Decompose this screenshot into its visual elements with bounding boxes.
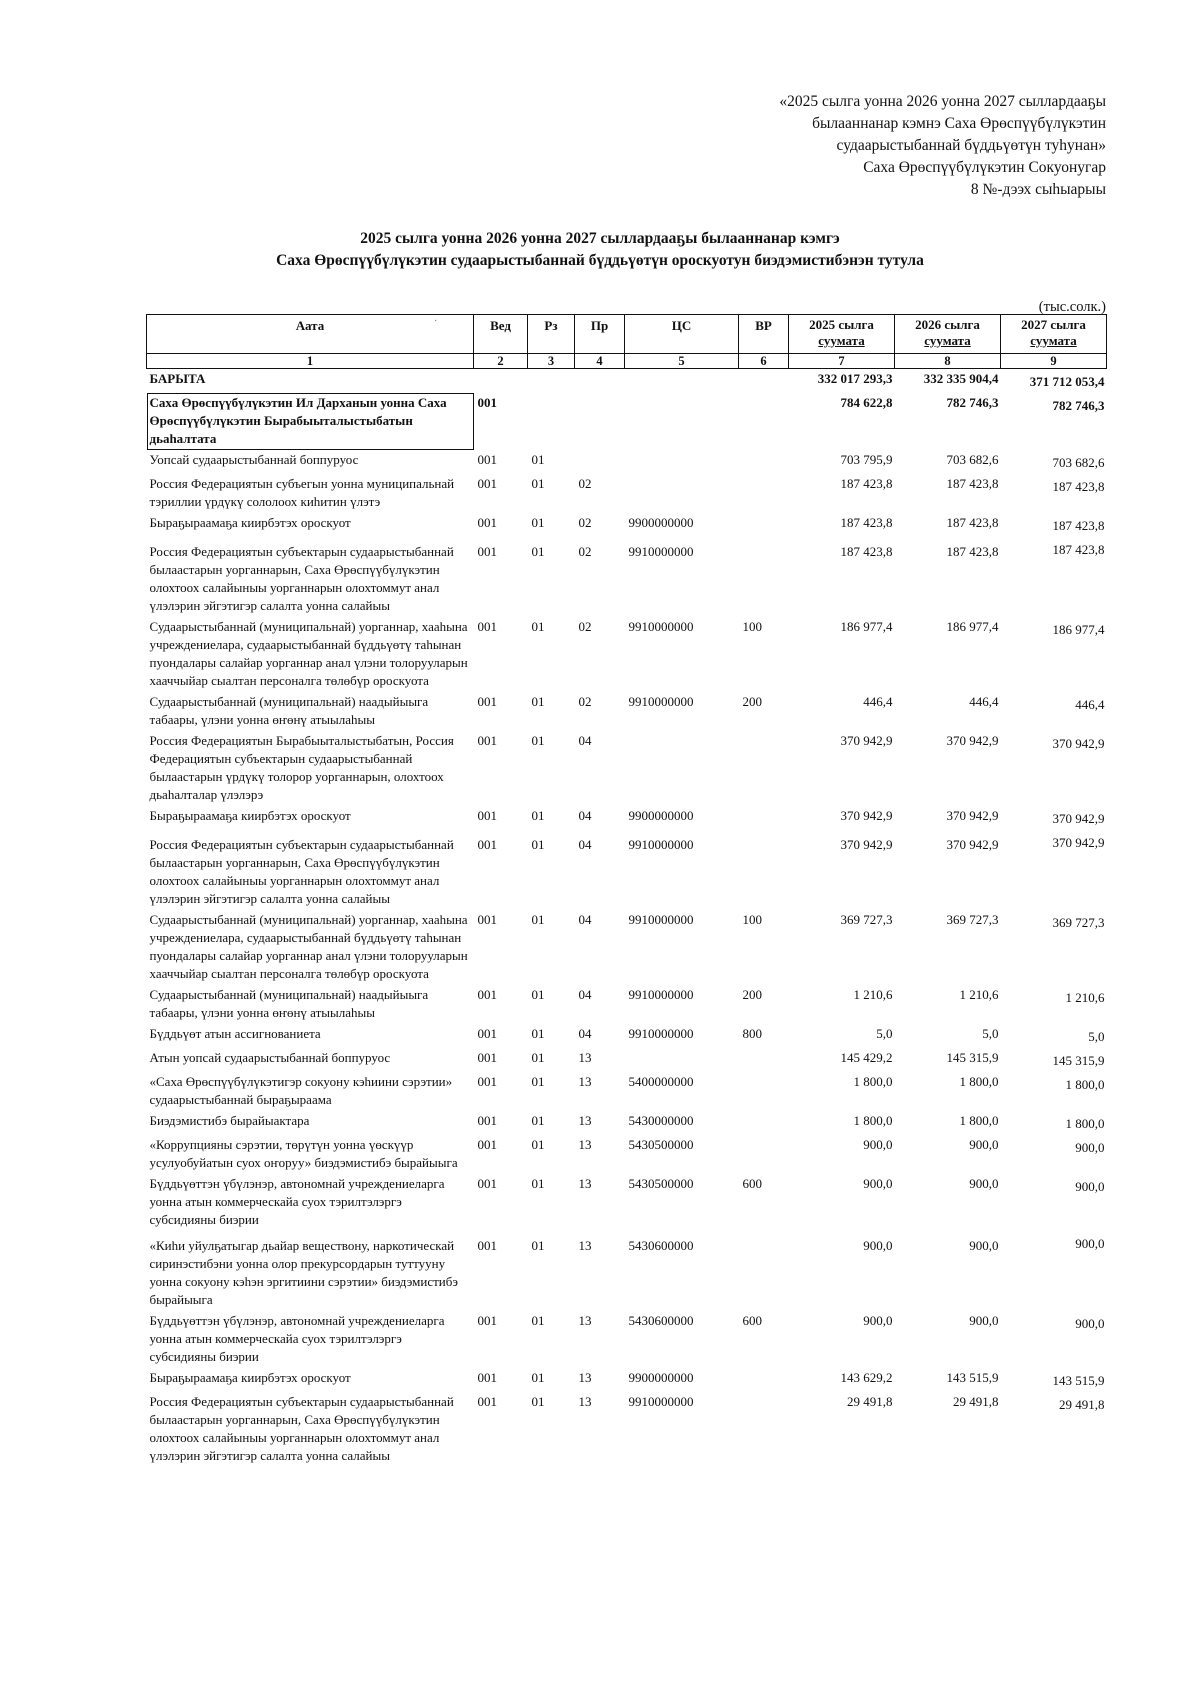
row-ved: 001 [477,733,497,748]
column-number: 8 [895,354,1001,369]
row-2026: 900,0 [969,1176,999,1191]
row-name: Бүддьүөттэн үбүлэнэр, автономнай учреждениеларга уонна атын коммерческайа суох тэрилтэлэргэ субсидияны биэрии [149,1313,445,1364]
row-2025: 900,0 [863,1176,893,1191]
table-row [147,474,1107,513]
row-vr: 200 [742,987,762,1002]
row-cs: 9910000000 [628,837,694,852]
appendix-line: «2025 сылга уонна 2026 уонна 2027 сыллардааҕы [779,93,1106,110]
document-title [0,228,1200,272]
total-2025: 332 017 293,3 [817,371,893,386]
row-2027: 782 746,3 [1052,398,1105,413]
row-2025: 900,0 [863,1238,893,1253]
row-2025: 446,4 [863,694,893,709]
header-name: Аата [147,315,474,354]
row-2026: 187 423,8 [946,515,999,530]
row-2025: 703 795,9 [840,452,893,467]
row-pr: 13 [578,1238,592,1253]
row-pr: 02 [578,619,592,634]
table-row [147,1111,1107,1135]
row-pr: 13 [578,1137,592,1152]
row-2025: 29 491,8 [847,1394,893,1409]
table-row [147,985,1107,1024]
table-body [147,369,1107,1468]
row-2026: 370 942,9 [946,733,999,748]
row-cs: 9910000000 [628,694,694,709]
row-name: Саха Өрөспүүбүлүкэтин Ил Дарханын уонна Саха Өрөспүүбүлүкэтин Бырабыыталыстыбатын дьаһалтата [147,393,474,450]
row-rz: 01 [531,1074,545,1089]
table-row [147,513,1107,537]
column-number: 2 [474,354,528,369]
row-2025: 784 622,8 [840,395,893,410]
row-rz: 01 [531,694,545,709]
row-pr: 02 [578,694,592,709]
row-2027: 900,0 [1075,1236,1105,1251]
row-ved: 001 [477,1370,497,1385]
row-2025: 369 727,3 [840,912,893,927]
row-2025: 900,0 [863,1313,893,1328]
row-pr [575,393,625,450]
row-2027: 900,0 [1075,1316,1105,1331]
row-pr: 13 [578,1050,592,1065]
header-2027-year: 2027 сылга [1021,317,1086,332]
row-rz: 01 [531,1113,545,1128]
row-rz: 01 [531,1370,545,1385]
header-2025-year: 2025 сылга [809,317,874,332]
row-vr [739,537,789,617]
row-2026: 900,0 [969,1313,999,1328]
row-2026: 1 800,0 [959,1074,999,1089]
row-pr: 13 [578,1176,592,1191]
row-pr: 13 [578,1370,592,1385]
row-ved: 001 [477,1238,497,1253]
row-cs [625,731,739,806]
row-name: Россия Федерациятын субъегын уонна муниципальнай тэриллии үрдүкү сололоох киһитин үлэтэ [149,476,455,509]
row-name: Россия Федерациятын субъектарын судаарыстыбаннай былаастарын уорганнарын, Саха Өрөспүүбүлүкэтин олохтоох салайыныы уорганнарын олохтоммут анал үлэлэрин эйгэтигэр салалта уонна салайыы [149,544,454,613]
row-2027: 187 423,8 [1052,479,1105,494]
row-2025: 187 423,8 [840,544,893,559]
row-2026: 1 800,0 [959,1113,999,1128]
row-ved: 001 [477,1113,497,1128]
header-2027-sum: суумата [1030,333,1077,348]
table-row [147,1072,1107,1111]
row-name: «Коррупцияны сэрэтии, төрүтүн уонна үөскүүр усулуобуйатын суох оҥоруу» биэдэмистибэ бырайыыга [149,1137,458,1170]
table-row [147,1368,1107,1392]
table-row [147,450,1107,474]
row-name: Атын уопсай судаарыстыбаннай боппуруос [149,1050,391,1065]
table-row [147,1231,1107,1311]
row-pr [575,450,625,474]
row-2026: 1 210,6 [959,987,999,1002]
row-vr [739,474,789,513]
header-cs: ЦС [625,315,739,354]
table-row [147,1048,1107,1072]
row-rz: 01 [531,1137,545,1152]
row-rz: 01 [531,452,545,467]
row-rz: 01 [531,733,545,748]
appendix-line: Саха Өрөспүүбүлүкэтин Сокуонугар [863,159,1106,176]
header-2025-sum: суумата [818,333,865,348]
row-rz: 01 [531,987,545,1002]
row-rz: 01 [531,515,545,530]
row-cs: 9900000000 [628,808,694,823]
column-number: 7 [789,354,895,369]
row-2026: 703 682,6 [946,452,999,467]
row-name: «Саха Өрөспүүбүлүкэтигэр сокуону кэһиини сэрэтии» судаарыстыбаннай быраҕыраама [149,1074,453,1107]
appendix-reference [779,91,1106,201]
unit-label: (тыс.солк.) [1038,299,1106,315]
row-ved: 001 [477,476,497,491]
row-ved: 001 [477,808,497,823]
row-pr: 04 [578,808,592,823]
row-cs [625,450,739,474]
header-2026 [895,315,1001,354]
row-ved: 001 [477,395,497,410]
row-cs: 9910000000 [628,544,694,559]
row-2025: 370 942,9 [840,733,893,748]
row-cs: 5430600000 [628,1313,694,1328]
row-vr: 100 [742,619,762,634]
row-2027: 900,0 [1075,1179,1105,1194]
row-2025: 5,0 [876,1026,893,1041]
row-2025: 145 429,2 [840,1050,893,1065]
row-cs: 9910000000 [628,912,694,927]
row-name: Биэдэмистибэ бырайыактара [149,1113,310,1128]
column-number: 1 [147,354,474,369]
row-cs: 9900000000 [628,1370,694,1385]
row-2026: 187 423,8 [946,544,999,559]
row-2026: 186 977,4 [946,619,999,634]
row-vr: 600 [742,1313,762,1328]
row-2027: 143 515,9 [1052,1373,1105,1388]
row-2027: 145 315,9 [1052,1053,1105,1068]
header-rz: Рз [528,315,575,354]
row-name: Бүддьүөт атын ассигнованиета [149,1026,321,1041]
table-row [147,1311,1107,1368]
row-vr [739,513,789,537]
row-ved: 001 [477,837,497,852]
row-name: Уопсай судаарыстыбаннай боппуруос [149,452,359,467]
row-2026: 370 942,9 [946,837,999,852]
row-vr [739,1368,789,1392]
row-pr: 13 [578,1113,592,1128]
row-2025: 1 800,0 [853,1074,893,1089]
table-row [147,1135,1107,1174]
table-row [147,731,1107,806]
title-line-1: 2025 сылга уонна 2026 уонна 2027 сыллардааҕы былааннанар кэмгэ [360,230,840,247]
row-2026: 143 515,9 [946,1370,999,1385]
row-2027: 703 682,6 [1052,455,1105,470]
row-name: Судаарыстыбаннай (муниципальнай) наадыйыыга табаары, үлэни уонна өҥөнү атыылаһыы [149,694,429,727]
row-2025: 900,0 [863,1137,893,1152]
row-pr: 04 [578,837,592,852]
row-vr [739,1072,789,1111]
row-ved: 001 [477,1137,497,1152]
table-row [147,830,1107,910]
column-number: 6 [739,354,789,369]
row-ved: 001 [477,1026,497,1041]
table-row [147,393,1107,450]
row-ved: 001 [477,694,497,709]
row-vr: 800 [742,1026,762,1041]
row-rz: 01 [531,912,545,927]
row-2025: 143 629,2 [840,1370,893,1385]
row-vr: 100 [742,912,762,927]
header-2026-sum: суумата [924,333,971,348]
row-2027: 446,4 [1075,697,1105,712]
row-2026: 145 315,9 [946,1050,999,1065]
row-rz: 01 [531,1394,545,1409]
row-2025: 1 210,6 [853,987,893,1002]
row-name: Быраҕыраамаҕа киирбэтэх ороскуот [149,1370,351,1385]
row-2026: 187 423,8 [946,476,999,491]
row-cs [625,393,739,450]
row-name: Россия Федерациятын субъектарын судаарыстыбаннай былаастарын уорганнарын, Саха Өрөспүүбүлүкэтин олохтоох салайыныы уорганнарын олохтоммут анал үлэлэрин эйгэтигэр салалта уонна салайыы [149,1394,454,1463]
row-2027: 369 727,3 [1052,915,1105,930]
table-row [147,692,1107,731]
header-ved: Вед [474,315,528,354]
row-ved: 001 [477,912,497,927]
row-pr: 02 [578,544,592,559]
row-name: Судаарыстыбаннай (муниципальнай) уорганнар, хааһына учреждениелара, судаарыстыбаннай бүддьүөтү таһынан пуондалары салайар уорганнар анал үлэни толорууларын хааччыйар сыалтан персоналга төлөбүр ороскуота [149,619,468,688]
row-pr: 13 [578,1074,592,1089]
row-2025: 186 977,4 [840,619,893,634]
row-rz: 01 [531,837,545,852]
row-2026: 900,0 [969,1238,999,1253]
row-rz: 01 [531,1176,545,1191]
row-name: «Киһи уйулҕатыгар дьайар веществону, наркотическай сиринэстибэни уонна олор прекурсордарын туттууну уонна сокуону кэһэн эргитиини сэрэтии» биэдэмистибэ бырайыыга [149,1238,458,1307]
table-row [147,1392,1107,1467]
row-2026: 29 491,8 [953,1394,999,1409]
row-vr: 200 [742,694,762,709]
row-cs: 9900000000 [628,515,694,530]
row-vr: 600 [742,1176,762,1191]
row-pr: 04 [578,1026,592,1041]
row-2025: 187 423,8 [840,515,893,530]
row-rz: 01 [531,544,545,559]
row-2027: 186 977,4 [1052,622,1105,637]
appendix-line: судаарыстыбаннай бүддьүөтүн туһунан» [836,137,1106,154]
row-ved: 001 [477,1394,497,1409]
total-label: БАРЫТА [149,371,206,386]
row-rz: 01 [531,1026,545,1041]
row-2027: 1 800,0 [1065,1116,1105,1131]
row-ved: 001 [477,1050,497,1065]
row-cs: 5430500000 [628,1176,694,1191]
row-2025: 370 942,9 [840,837,893,852]
scan-dot: · [434,316,438,327]
row-2027: 187 423,8 [1052,542,1105,557]
header-2027 [1001,315,1107,354]
row-2027: 1 210,6 [1065,990,1105,1005]
row-cs [625,1048,739,1072]
row-vr [739,1135,789,1174]
row-name: Бүддьүөттэн үбүлэнэр, автономнай учреждениеларга уонна атын коммерческайа суох тэрилтэлэргэ субсидияны биэрии [149,1176,445,1227]
row-2027: 187 423,8 [1052,518,1105,533]
row-rz: 01 [531,808,545,823]
row-pr: 04 [578,912,592,927]
row-name: Судаарыстыбаннай (муниципальнай) наадыйыыга табаары, үлэни уонна өҥөнү атыылаһыы [149,987,429,1020]
header-row [147,315,1107,354]
row-pr: 13 [578,1394,592,1409]
row-cs: 9910000000 [628,1026,694,1041]
row-2027: 1 800,0 [1065,1077,1105,1092]
row-vr [739,450,789,474]
table-row [147,617,1107,692]
row-2027: 29 491,8 [1059,1397,1105,1412]
row-2025: 370 942,9 [840,808,893,823]
row-vr [739,1392,789,1467]
row-cs: 9910000000 [628,619,694,634]
row-2027: 370 942,9 [1052,736,1105,751]
row-2026: 782 746,3 [946,395,999,410]
row-name: Россия Федерациятын Бырабыыталыстыбатын, Россия Федерациятын субъектарын судаарыстыбаннай былаастарын үрдүкү толорор уорганнарын, олохтоох дьаһалталар үлэлэрэ [149,733,454,802]
header-2025 [789,315,895,354]
row-pr: 13 [578,1313,592,1328]
row-ved: 001 [477,1176,497,1191]
column-number: 5 [625,354,739,369]
row-rz: 01 [531,1238,545,1253]
table-row [147,537,1107,617]
row-ved: 001 [477,619,497,634]
row-name: Судаарыстыбаннай (муниципальнай) уорганнар, хааһына учреждениелара, судаарыстыбаннай бүддьүөтү таһынан пуондалары салайар уорганнар анал үлэни толорууларын хааччыйар сыалтан персоналга төлөбүр ороскуота [149,912,468,981]
appendix-line: былааннанар кэмнэ Саха Өрөспүүбүлүкэтин [812,115,1106,132]
row-cs [625,474,739,513]
row-ved: 001 [477,987,497,1002]
row-2026: 5,0 [982,1026,999,1041]
column-number: 9 [1001,354,1107,369]
row-pr: 02 [578,515,592,530]
row-rz: 01 [531,1313,545,1328]
total-2026: 332 335 904,4 [923,371,999,386]
row-rz: 01 [531,1050,545,1065]
row-2025: 1 800,0 [853,1113,893,1128]
row-name: Быраҕыраамаҕа киирбэтэх ороскуот [149,808,351,823]
row-vr [739,806,789,830]
row-ved: 001 [477,515,497,530]
row-ved: 001 [477,1313,497,1328]
row-2026: 446,4 [969,694,999,709]
row-pr: 02 [578,476,592,491]
row-rz: 01 [531,476,545,491]
row-pr: 04 [578,733,592,748]
table-row [147,1174,1107,1231]
header-pr: Пр [575,315,625,354]
row-2025: 187 423,8 [840,476,893,491]
column-number: 4 [575,354,625,369]
row-vr [739,1111,789,1135]
appendix-line: 8 №-дээх сыһыарыы [970,181,1106,198]
row-pr: 04 [578,987,592,1002]
row-vr [739,830,789,910]
row-2026: 369 727,3 [946,912,999,927]
row-vr [739,731,789,806]
row-vr [739,393,789,450]
row-name: Быраҕыраамаҕа киирбэтэх ороскуот [149,515,351,530]
row-2026: 370 942,9 [946,808,999,823]
title-line-2: Саха Өрөспүүбүлүкэтин судаарыстыбаннай бүддьүөтүн ороскуотун биэдэмистибэнэн тутула [276,252,924,269]
table-header [147,315,1107,369]
row-ved: 001 [477,544,497,559]
row-ved: 001 [477,1074,497,1089]
table-row [147,910,1107,985]
row-vr [739,1048,789,1072]
row-cs: 5430600000 [628,1238,694,1253]
row-2027: 370 942,9 [1052,835,1105,850]
column-number: 3 [528,354,575,369]
row-cs: 5430000000 [628,1113,694,1128]
budget-table [146,314,1107,1467]
row-cs: 9910000000 [628,1394,694,1409]
column-number-row [147,354,1107,369]
row-cs: 5400000000 [628,1074,694,1089]
total-2027: 371 712 053,4 [1029,374,1105,389]
row-ved: 001 [477,452,497,467]
table-row [147,806,1107,830]
row-rz: 01 [531,619,545,634]
row-2027: 370 942,9 [1052,811,1105,826]
row-vr [739,1231,789,1311]
row-cs: 9910000000 [628,987,694,1002]
header-2026-year: 2026 сылга [915,317,980,332]
row-cs: 5430500000 [628,1137,694,1152]
table-row [147,1024,1107,1048]
row-2026: 900,0 [969,1137,999,1152]
row-2027: 900,0 [1075,1140,1105,1155]
header-vr: ВР [739,315,789,354]
row-name: Россия Федерациятын субъектарын судаарыстыбаннай былаастарын уорганнарын, Саха Өрөспүүбүлүкэтин олохтоох салайыныы уорганнарын олохтоммут анал үлэлэрин эйгэтигэр салалта уонна салайыы [149,837,454,906]
total-row [147,369,1107,394]
row-2027: 5,0 [1088,1029,1105,1044]
row-rz [528,393,575,450]
